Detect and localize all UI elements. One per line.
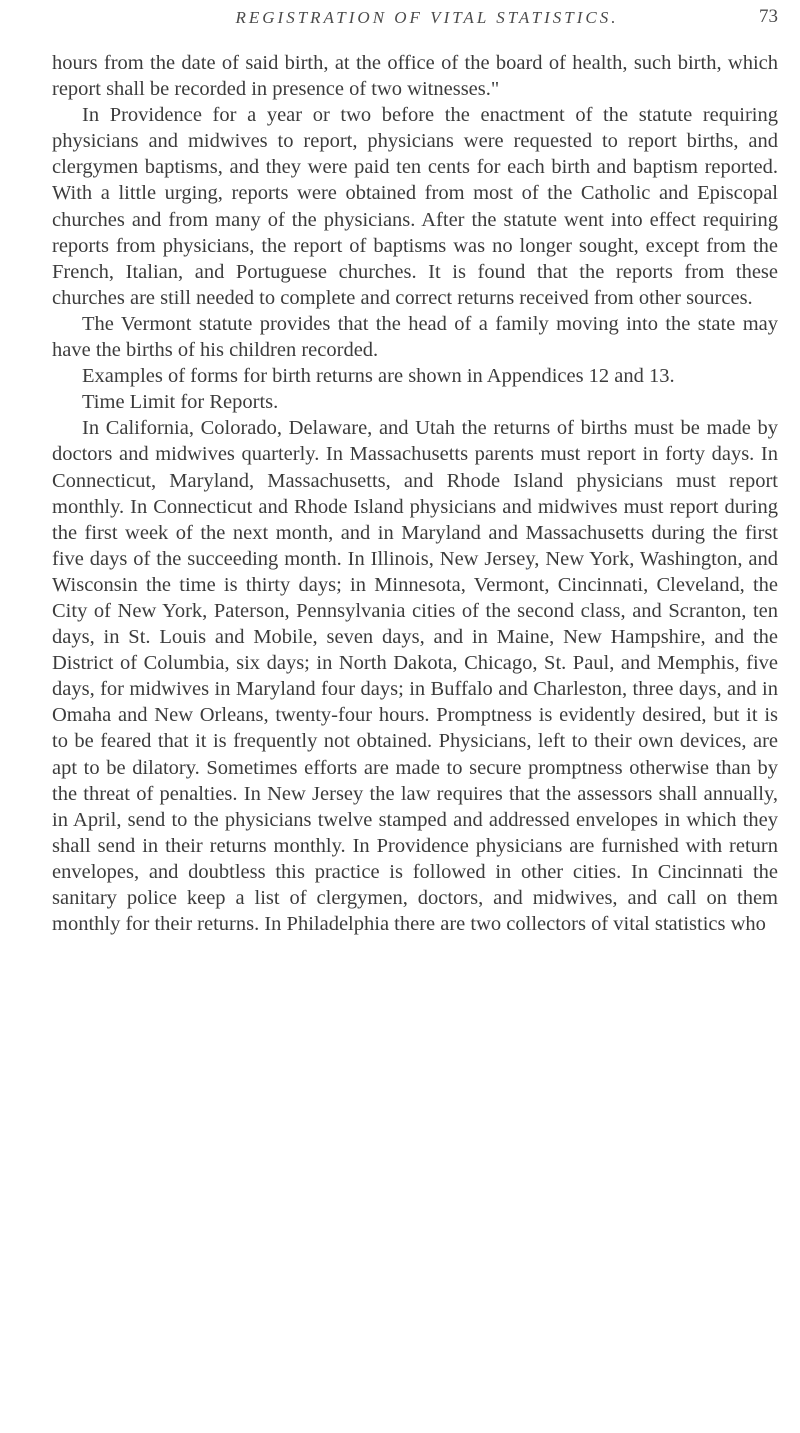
paragraph-appendices: Examples of forms for birth returns are shown in Appendices 12 and 13. bbox=[82, 365, 675, 388]
section-heading-time-limit: Time Limit for Reports. bbox=[82, 391, 279, 414]
paragraph-vermont: The Vermont statute provides that the head of a family moving into the state may have the births of his children recorded. bbox=[52, 312, 778, 362]
paragraph-time-limits: In California, Colorado, Delaware, and Utah the returns of births must be made by doctors and midwives quarterly. In Massachusetts parents must report in forty days. In Connecticut, Maryland, Massachusetts, and Rhode Island physicians must report monthly. In Connecticut and Rhode Island physicians and midwives must report during the first week of the next month, and in Maryland and Massachusetts during the first five days of the succeeding month. In Illinois, New Jersey, New York, Washington, and Wisconsin the time is thirty days; in Minnesota, Vermont, Cincinnati, Cleveland, the City of New York, Paterson, Pennsylvania cities of the second class, and Scranton, ten days, in St. Louis and Mobile, seven days, and in Maine, New Hampshire, and the District of Columbia, six days; in North Dakota, Chicago, St. Paul, and Memphis, five days, for midwives in Maryland four days; in Buffalo and Charleston, three days, and in Omaha and New Orleans, twenty-four hours. Promptness is evidently desired, but it is to be feared that it is frequently not obtained. Physicians, left to their own devices, are apt to be dilatory. Sometimes efforts are made to secure promptness otherwise than by the threat of penalties. In New Jersey the law requires that the assessors shall annually, in April, send to the physicians twelve stamped and addressed envelopes in which they shall send in their returns monthly. In Providence physicians are furnished with return envelopes, and doubtless this practice is followed in other cities. In Cincinnati the sanitary police keep a list of clergymen, doctors, and midwives, and call on them monthly for their returns. In Philadelphia there are two collectors of vital statistics who bbox=[52, 417, 778, 936]
running-header bbox=[132, 6, 778, 36]
body-text bbox=[52, 50, 778, 937]
page-number: 73 bbox=[759, 6, 778, 27]
book-page bbox=[52, 0, 778, 1433]
running-title: REGISTRATION OF VITAL STATISTICS. bbox=[235, 8, 619, 27]
paragraph-providence: In Providence for a year or two before the enactment of the statute requiring physicians and midwives to report, physicians were requested to report births, and clergymen baptisms, and they were paid ten cents for each birth and baptism reported. With a little urging, reports were obtained from most of the Catholic and Episcopal churches and from many of the physicians. After the statute went into effect requiring reports from physicians, the report of baptisms was no longer sought, except from the French, Italian, and Portuguese churches. It is found that the reports from these churches are still needed to complete and correct returns received from other sources. bbox=[52, 104, 778, 309]
paragraph-continuation: hours from the date of said birth, at the office of the board of health, such birth, which report shall be recorded in presence of two witnesses." bbox=[52, 52, 778, 101]
